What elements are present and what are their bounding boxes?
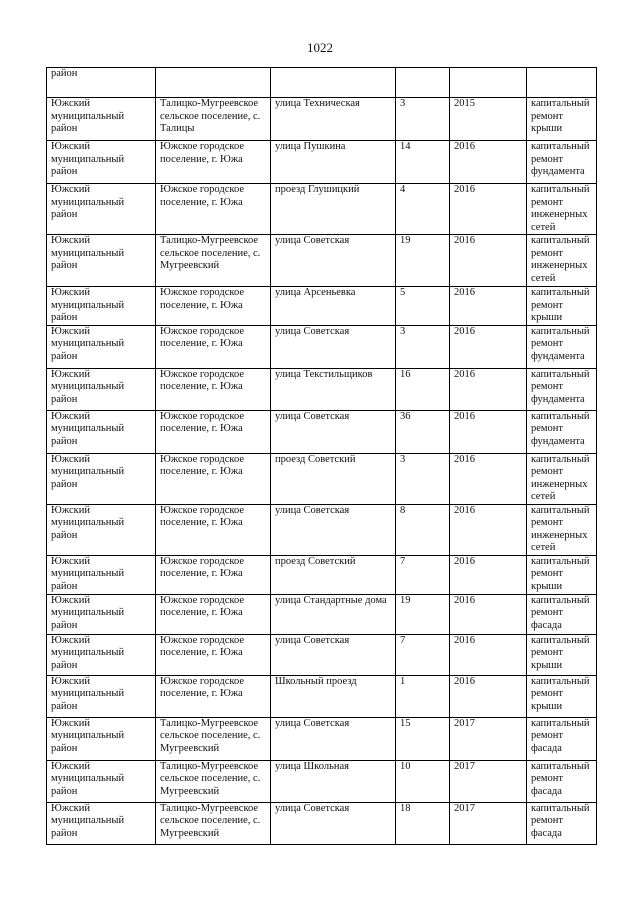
table-row-carry-over — [47, 68, 597, 98]
cell-work-type: капитальный ремонт фундамента — [527, 410, 597, 453]
cell-work-type: капитальный ремонт инженерных сетей — [527, 504, 597, 555]
cell-settlement: Талицко-Мугреевское сельское поселение, с. Талицы — [156, 98, 271, 141]
cell-street: проезд Советский — [271, 453, 396, 504]
cell-house-number: 14 — [396, 141, 450, 184]
cell-district: Южский муниципальный район — [47, 235, 156, 287]
table-row — [47, 98, 597, 141]
cell-district: Южский муниципальный район — [47, 141, 156, 184]
cell-year: 2015 — [450, 98, 527, 141]
cell-year: 2016 — [450, 325, 527, 368]
cell-work-type: капитальный ремонт фасада — [527, 802, 597, 844]
cell-settlement: Южское городское поселение, г. Южа — [156, 555, 271, 594]
cell-district: Южский муниципальный район — [47, 368, 156, 410]
cell-settlement: Южское городское поселение, г. Южа — [156, 675, 271, 717]
cell-house-number: 19 — [396, 594, 450, 634]
cell-year: 2016 — [450, 555, 527, 594]
cell-district: Южский муниципальный район — [47, 802, 156, 844]
cell-house-number: 16 — [396, 368, 450, 410]
cell-street: проезд Советский — [271, 555, 396, 594]
cell-district: Южский муниципальный район — [47, 594, 156, 634]
table-row — [47, 555, 597, 594]
cell-house-number: 7 — [396, 634, 450, 675]
cell-street: улица Советская — [271, 325, 396, 368]
cell-house-number: 7 — [396, 555, 450, 594]
cell-district: район — [47, 68, 156, 98]
cell-district: Южский муниципальный район — [47, 555, 156, 594]
cell-work-type: капитальный ремонт фундамента — [527, 325, 597, 368]
cell-house-number — [396, 68, 450, 98]
cell-settlement: Талицко-Мугреевское сельское поселение, с. Мугреевский — [156, 717, 271, 760]
cell-street: улица Советская — [271, 717, 396, 760]
cell-settlement: Талицко-Мугреевское сельское поселение, с. Мугреевский — [156, 235, 271, 287]
cell-settlement: Южское городское поселение, г. Южа — [156, 368, 271, 410]
cell-district: Южский муниципальный район — [47, 98, 156, 141]
cell-year: 2016 — [450, 368, 527, 410]
cell-work-type: капитальный ремонт фундамента — [527, 141, 597, 184]
table-row — [47, 287, 597, 326]
cell-street: проезд Глушицкий — [271, 184, 396, 235]
cell-settlement: Южское городское поселение, г. Южа — [156, 141, 271, 184]
table-row — [47, 802, 597, 844]
cell-settlement: Южское городское поселение, г. Южа — [156, 453, 271, 504]
cell-settlement: Южское городское поселение, г. Южа — [156, 184, 271, 235]
table-row — [47, 634, 597, 675]
cell-district: Южский муниципальный район — [47, 287, 156, 326]
cell-settlement: Талицко-Мугреевское сельское поселение, с. Мугреевский — [156, 760, 271, 802]
cell-district: Южский муниципальный район — [47, 675, 156, 717]
cell-year: 2016 — [450, 453, 527, 504]
cell-settlement: Южское городское поселение, г. Южа — [156, 504, 271, 555]
cell-year: 2016 — [450, 410, 527, 453]
cell-district: Южский муниципальный район — [47, 504, 156, 555]
table-row — [47, 184, 597, 235]
cell-work-type: капитальный ремонт крыши — [527, 98, 597, 141]
cell-house-number: 4 — [396, 184, 450, 235]
cell-work-type: капитальный ремонт фасада — [527, 594, 597, 634]
cell-street: улица Текстильщиков — [271, 368, 396, 410]
housing-repair-table — [46, 67, 597, 845]
cell-work-type: капитальный ремонт инженерных сетей — [527, 184, 597, 235]
cell-district: Южский муниципальный район — [47, 184, 156, 235]
cell-street: улица Стандартные дома — [271, 594, 396, 634]
cell-year: 2016 — [450, 184, 527, 235]
cell-settlement — [156, 68, 271, 98]
cell-work-type: капитальный ремонт фасада — [527, 717, 597, 760]
cell-street: улица Советская — [271, 504, 396, 555]
table-row — [47, 235, 597, 287]
cell-house-number: 3 — [396, 325, 450, 368]
cell-district: Южский муниципальный район — [47, 634, 156, 675]
cell-house-number: 19 — [396, 235, 450, 287]
cell-settlement: Южское городское поселение, г. Южа — [156, 594, 271, 634]
table-row — [47, 410, 597, 453]
cell-street: улица Арсеньевка — [271, 287, 396, 326]
cell-house-number: 15 — [396, 717, 450, 760]
cell-work-type: капитальный ремонт крыши — [527, 634, 597, 675]
cell-year: 2017 — [450, 760, 527, 802]
cell-work-type: капитальный ремонт инженерных сетей — [527, 235, 597, 287]
cell-year: 2016 — [450, 141, 527, 184]
page-number: 1022 — [307, 40, 333, 55]
cell-street: улица Советская — [271, 802, 396, 844]
table-row — [47, 594, 597, 634]
cell-settlement: Южское городское поселение, г. Южа — [156, 634, 271, 675]
cell-year: 2016 — [450, 287, 527, 326]
cell-work-type: капитальный ремонт инженерных сетей — [527, 453, 597, 504]
cell-work-type — [527, 68, 597, 98]
cell-year: 2016 — [450, 235, 527, 287]
cell-work-type: капитальный ремонт крыши — [527, 287, 597, 326]
cell-house-number: 10 — [396, 760, 450, 802]
table-row — [47, 453, 597, 504]
cell-house-number: 36 — [396, 410, 450, 453]
cell-district: Южский муниципальный район — [47, 410, 156, 453]
cell-street: улица Советская — [271, 410, 396, 453]
cell-street — [271, 68, 396, 98]
table-row — [47, 760, 597, 802]
cell-house-number: 3 — [396, 98, 450, 141]
cell-work-type: капитальный ремонт фасада — [527, 760, 597, 802]
table-row — [47, 675, 597, 717]
cell-year: 2016 — [450, 634, 527, 675]
table-row — [47, 504, 597, 555]
cell-house-number: 18 — [396, 802, 450, 844]
cell-house-number: 8 — [396, 504, 450, 555]
cell-settlement: Южское городское поселение, г. Южа — [156, 287, 271, 326]
cell-settlement: Южское городское поселение, г. Южа — [156, 410, 271, 453]
cell-street: улица Школьная — [271, 760, 396, 802]
cell-work-type: капитальный ремонт крыши — [527, 675, 597, 717]
cell-settlement: Южское городское поселение, г. Южа — [156, 325, 271, 368]
cell-work-type: капитальный ремонт фундамента — [527, 368, 597, 410]
cell-year: 2016 — [450, 594, 527, 634]
cell-year: 2016 — [450, 675, 527, 717]
cell-district: Южский муниципальный район — [47, 453, 156, 504]
cell-street: улица Техническая — [271, 98, 396, 141]
table-row — [47, 141, 597, 184]
table-row — [47, 325, 597, 368]
cell-year: 2017 — [450, 717, 527, 760]
cell-district: Южский муниципальный район — [47, 760, 156, 802]
cell-settlement: Талицко-Мугреевское сельское поселение, с. Мугреевский — [156, 802, 271, 844]
cell-street: улица Советская — [271, 634, 396, 675]
cell-year: 2017 — [450, 802, 527, 844]
cell-house-number: 1 — [396, 675, 450, 717]
cell-district: Южский муниципальный район — [47, 717, 156, 760]
table-row — [47, 368, 597, 410]
cell-year: 2016 — [450, 504, 527, 555]
table-row — [47, 717, 597, 760]
cell-street: улица Пушкина — [271, 141, 396, 184]
cell-work-type: капитальный ремонт крыши — [527, 555, 597, 594]
cell-street: Школьный проезд — [271, 675, 396, 717]
cell-house-number: 5 — [396, 287, 450, 326]
cell-year — [450, 68, 527, 98]
cell-street: улица Советская — [271, 235, 396, 287]
cell-district: Южский муниципальный район — [47, 325, 156, 368]
cell-house-number: 3 — [396, 453, 450, 504]
